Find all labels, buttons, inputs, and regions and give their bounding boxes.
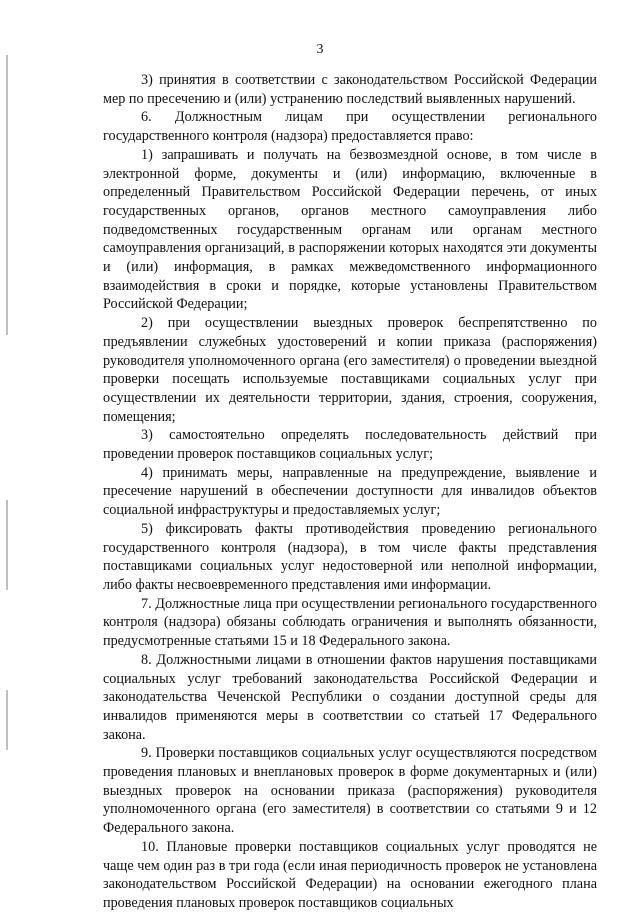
paragraph-6: 6. Должностным лицам при осуществлении регионального государственного контроля (надзора) предоставляется право: [103,109,597,145]
paragraph-6-1: 1) запрашивать и получать на безвозмездной основе, в том числе в электронной форме, документы и (или) информацию, включенные в определенный Правительством Российской Федерации перечень, от иных государственных органов, органов местного самоуправления либо подведомственных государственным органам или органам местного самоуправления организаций, в распоряжении которых находятся эти документы и (или) информация, в рамках межведомственного информационного взаимодействия в сроки и порядке, которые установлены Правительством Российской Федерации; [103,146,597,313]
page-number: 3 [316,42,324,57]
scan-edge-mark [6,500,8,590]
paragraph-5-3: 3) принятия в соответствии с законодательством Российской Федерации мер по пресечению и (или) устранению последствий выявленных нарушений. [103,72,597,107]
paragraph-6-4: 4) принимать меры, направленные на предупреждение, выявление и пресечение нарушений в обеспечении доступности для инвалидов объектов социальной инфраструктуры и предоставляемых услуг; [103,464,597,519]
paragraph-6-5: 5) фиксировать факты противодействия проведению регионального государственного контроля (надзора), в том числе факты представления поставщиками социальных услуг недостоверной или неполной информации, либо факты несвоевременного представления ими информации. [103,520,597,593]
paragraph-7: 7. Должностные лица при осуществлении регионального государственного контроля (надзора) обязаны соблюдать ограничения и выполнять обязанности, предусмотренные статьями 15 и 18 Федерального закона. [103,595,597,650]
paragraph-6-3: 3) самостоятельно определять последовательность действий при проведении проверок поставщиков социальных услуг; [103,427,597,463]
paragraph-9: 9. Проверки поставщиков социальных услуг осуществляются посредством проведения плановых и внеплановых проверок в форме документарных и (или) выездных проверок на основании приказа (распоряжения) руководителя уполномоченного органа (его заместителя) в соответствии со статьями 9 и 12 Федерального закона. [103,745,597,837]
scan-edge-mark [6,690,8,750]
paragraph-6-2: 2) при осуществлении выездных проверок беспрепятственно по предъявлении служебных удостоверений и копии приказа (распоряжения) руководителя уполномоченного органа (его заместителя) о проведении выездной проверки посещать используемые поставщиками социальных услуг при осуществлении их деятельности территории, здания, строения, сооружения, помещения; [103,315,597,425]
scan-edge-mark [6,55,8,335]
paragraph-10: 10. Плановые проверки поставщиков социальных услуг проводятся не чаще чем один раз в три года (если иная периодичность проверок не установлена законодательством Российской Федерации) на основании ежегодного плана проведения плановых проверок поставщиков социальных [103,838,597,911]
document-body [103,71,597,913]
paragraph-8: 8. Должностными лицами в отношении фактов нарушения поставщиками социальных услуг требований законодательства Российской Федерации и законодательства Чеченской Республики о создании доступной среды для инвалидов применяются меры в соответствии со статьей 17 Федерального закона. [103,651,597,743]
